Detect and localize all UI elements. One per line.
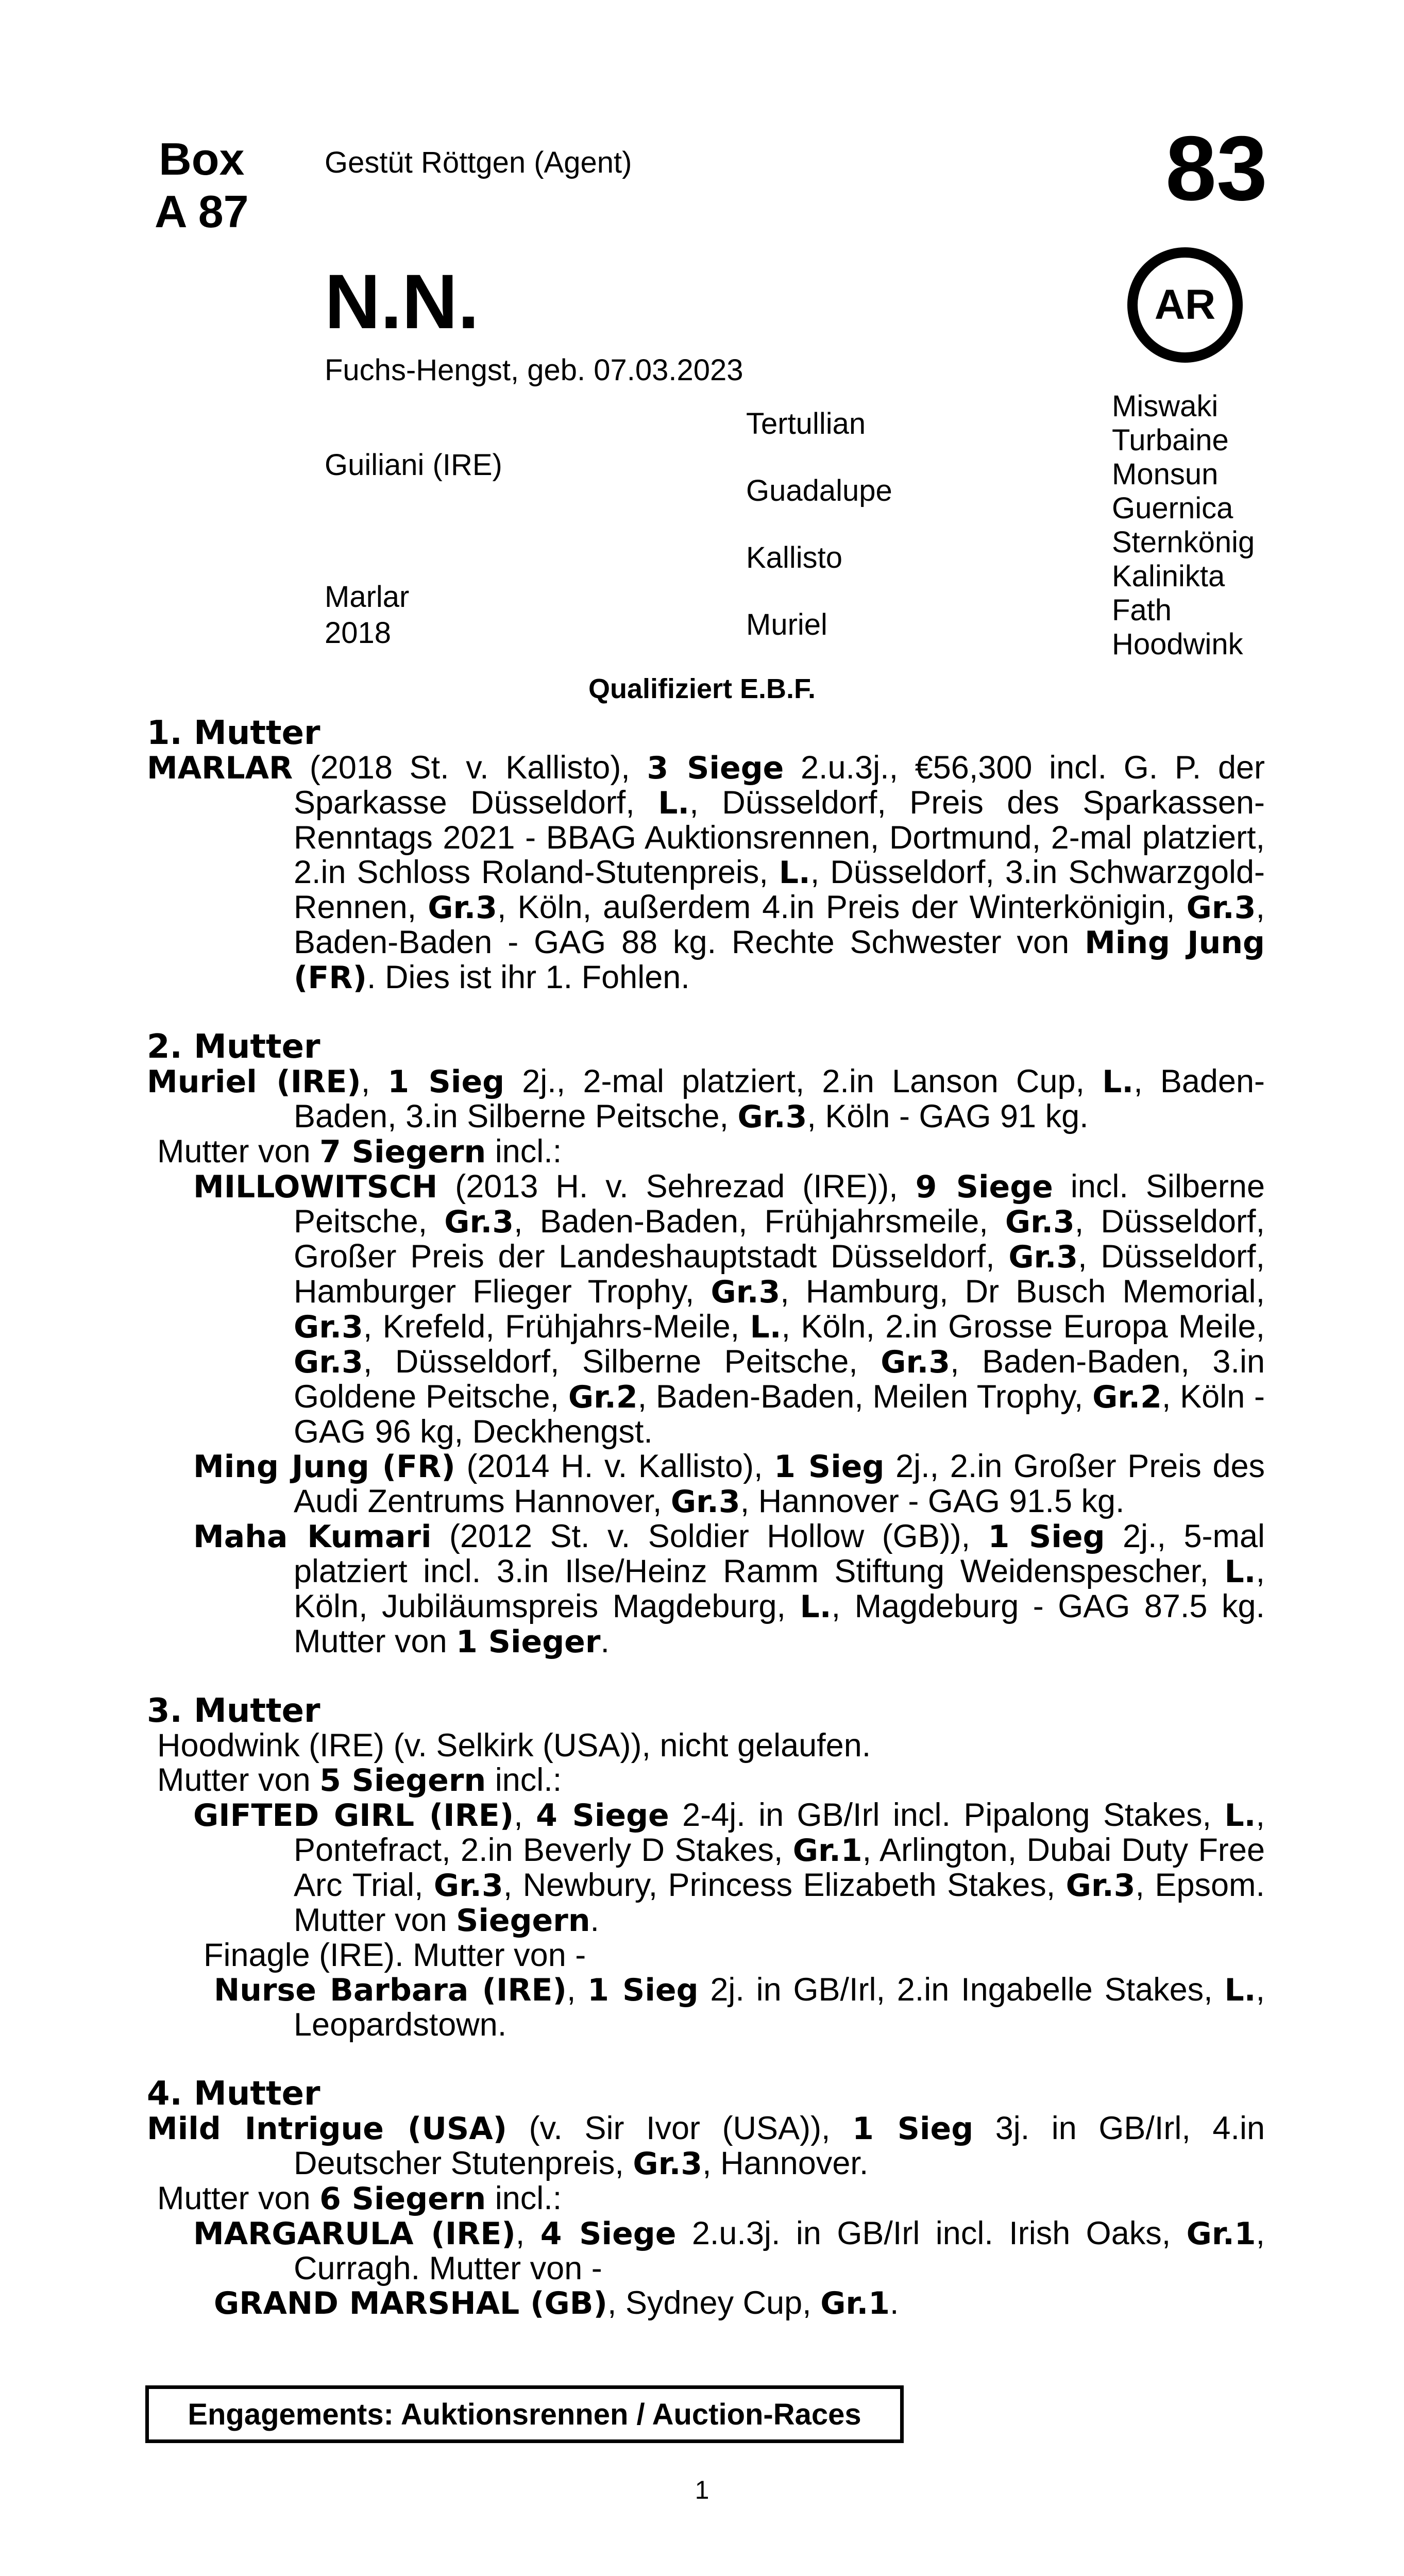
- entry-text: , Magdeburg - GAG 87.5 kg. Mutter von: [294, 1588, 1265, 1659]
- entry-text: incl.:: [486, 1133, 562, 1170]
- entry-text: (2012 St. v. Soldier Hollow (GB)),: [431, 1518, 988, 1554]
- entry-text: Mutter von: [157, 2180, 320, 2216]
- bold-text: Gr.3: [1005, 1204, 1075, 1240]
- bold-text: Gr.1: [1186, 2216, 1256, 2252]
- entry-text: incl.:: [486, 2180, 562, 2216]
- pedigree-grandparent: Tertullian: [746, 407, 866, 440]
- bold-text: Gr.3: [670, 1484, 740, 1520]
- entry-text: 2.u.3j. in GB/Irl incl. Irish Oaks,: [676, 2215, 1187, 2251]
- bold-text: 1 Sieg: [988, 1519, 1105, 1555]
- section-gap: [147, 1659, 1265, 1694]
- bold-text: 4 Siege: [540, 2216, 676, 2252]
- section-gap: [147, 2042, 1265, 2077]
- dam-entry: [147, 2286, 1265, 2321]
- pedigree-great-grandparent: Miswaki: [1112, 389, 1219, 423]
- entry-text: , Düsseldorf, Silberne Peitsche,: [363, 1344, 881, 1380]
- bold-text: L.: [1224, 1798, 1256, 1834]
- entry-text: (v. Sir Ivor (USA)),: [507, 2110, 853, 2146]
- entry-text: ,: [566, 1972, 588, 2008]
- bold-text: Gr.3: [1186, 890, 1256, 926]
- horse-description: Fuchs-Hengst, geb. 07.03.2023: [325, 353, 743, 387]
- entry-text: 2.u.3j., €56,300 incl. G. P. der Sparkasse Düsseldorf,: [294, 750, 1265, 821]
- entry-text: , Newbury, Princess Elizabeth Stakes,: [503, 1867, 1066, 1903]
- entry-text: , Epsom. Mutter von: [294, 1867, 1265, 1938]
- consignor: Gestüt Röttgen (Agent): [325, 146, 632, 179]
- entry-text: , Baden-Baden - GAG 88 kg. Rechte Schwester von: [294, 889, 1265, 960]
- bold-text: Gr.2: [568, 1379, 638, 1415]
- dam-entry: [147, 1064, 1265, 1134]
- pedigree-grandparent: Kallisto: [746, 541, 842, 574]
- entry-text: , Baden-Baden, 3.in Silberne Peitsche,: [294, 1063, 1265, 1134]
- entry-text: , Köln - GAG 96 kg, Deckhengst.: [294, 1379, 1265, 1450]
- bold-text: Gr.3: [633, 2146, 703, 2182]
- bold-text: Ming Jung (FR): [193, 1449, 455, 1485]
- bold-text: Gr.3: [433, 1868, 503, 1904]
- entry-text: 3j. in GB/Irl, 4.in Deutscher Stutenpreis,: [294, 2110, 1265, 2181]
- ar-badge-label: AR: [1154, 281, 1216, 328]
- pedigree-sire: Guiliani (IRE): [325, 448, 502, 482]
- pedigree-great-grandparent: Monsun: [1112, 457, 1219, 491]
- bold-text: Gr.2: [1092, 1379, 1162, 1415]
- entry-text: , Arlington, Dubai Duty Free Arc Trial,: [294, 1832, 1265, 1903]
- entry-text: .: [590, 1902, 600, 1938]
- entry-text: 2j., 2-mal platziert, 2.in Lanson Cup,: [504, 1063, 1103, 1099]
- bold-text: MILLOWITSCH: [193, 1169, 438, 1205]
- dam-entry: [147, 1728, 1265, 1763]
- pedigree-grandparent: Guadalupe: [746, 474, 892, 507]
- dam-entry: [147, 1449, 1265, 1519]
- page-number: 1: [695, 2476, 709, 2504]
- entry-text: 2j., 2.in Großer Preis des Audi Zentrums Hannover,: [294, 1448, 1265, 1519]
- engagements-label: Engagements: Auktionsrennen / Auction-Races: [188, 2397, 861, 2431]
- ar-badge: [1127, 247, 1243, 363]
- bold-text: Mild Intrigue (USA): [147, 2111, 508, 2147]
- bold-text: MARLAR: [147, 750, 293, 786]
- dam-entry: [147, 1798, 1265, 1938]
- entry-text: (2018 St. v. Kallisto),: [293, 750, 647, 786]
- entry-text: , Hannover - GAG 91.5 kg.: [740, 1483, 1125, 1519]
- entry-text: (2013 H. v. Sehrezad (IRE)),: [437, 1168, 916, 1205]
- bold-text: 1 Sieg: [852, 2111, 974, 2147]
- bold-text: L.: [750, 1309, 782, 1345]
- entry-text: ,: [361, 1063, 388, 1099]
- bold-text: L.: [800, 1589, 832, 1625]
- bold-text: Gr.3: [737, 1099, 807, 1135]
- section-heading: 2. Mutter: [147, 1028, 320, 1066]
- entry-text: , Köln, außerdem 4.in Preis der Winterkönigin,: [497, 889, 1187, 925]
- horse-name: N.N.: [325, 258, 479, 345]
- dam-entry: [147, 1134, 1265, 1170]
- entry-text: , Sydney Cup,: [607, 2285, 821, 2321]
- bold-text: GRAND MARSHAL (GB): [214, 2285, 607, 2321]
- bold-text: L.: [1224, 1972, 1256, 2008]
- bold-text: 1 Sieg: [587, 1972, 699, 2008]
- entry-text: Hoodwink (IRE) (v. Selkirk (USA)), nicht gelaufen.: [157, 1727, 871, 1764]
- bold-text: Siegern: [456, 1903, 590, 1939]
- bold-text: Gr.3: [881, 1344, 951, 1380]
- pedigree-great-grandparents: [1112, 389, 1255, 662]
- bold-text: Nurse Barbara (IRE): [214, 1972, 567, 2008]
- entry-text: , Baden-Baden, Frühjahrsmeile,: [514, 1204, 1005, 1240]
- entry-text: 2-4j. in GB/Irl incl. Pipalong Stakes,: [669, 1797, 1225, 1833]
- bold-text: Gr.3: [294, 1309, 363, 1345]
- bold-text: Gr.3: [444, 1204, 514, 1240]
- pedigree-grandparent: Muriel: [746, 608, 827, 641]
- section-heading: 1. Mutter: [147, 714, 320, 752]
- pedigree-dam-year: 2018: [325, 616, 392, 650]
- engagements-box: [145, 2385, 904, 2443]
- bold-text: Gr.3: [1008, 1239, 1078, 1275]
- bold-text: Muriel (IRE): [147, 1064, 361, 1100]
- bold-text: 4 Siege: [536, 1798, 669, 1834]
- bold-text: GIFTED GIRL (IRE): [193, 1798, 514, 1834]
- entry-text: , Leopardstown.: [294, 1972, 1265, 2043]
- bold-text: 1 Sieg: [387, 1064, 505, 1100]
- bold-text: Maha Kumari: [193, 1519, 432, 1555]
- dam-entry: [147, 1170, 1265, 1449]
- entry-text: , Baden-Baden, 3.in Goldene Peitsche,: [294, 1344, 1265, 1415]
- entry-text: , Curragh. Mutter von -: [294, 2215, 1265, 2286]
- bold-text: 5 Siegern: [319, 1762, 486, 1799]
- entry-text: , Düsseldorf, Hamburger Flieger Trophy,: [294, 1239, 1265, 1310]
- entry-text: ,: [515, 2215, 540, 2251]
- entry-text: .: [890, 2285, 899, 2321]
- entry-text: Mutter von: [157, 1762, 320, 1798]
- pedigree-great-grandparent: Hoodwink: [1112, 628, 1243, 661]
- entry-text: . Dies ist ihr 1. Fohlen.: [367, 959, 690, 995]
- entry-text: , Köln, 2.in Grosse Europa Meile,: [781, 1309, 1265, 1345]
- entry-text: , Köln - GAG 91 kg.: [807, 1098, 1089, 1134]
- bold-text: 9 Siege: [915, 1169, 1053, 1205]
- dam-entry: [147, 1973, 1265, 2042]
- bold-text: L.: [1102, 1064, 1134, 1100]
- bold-text: Gr.3: [711, 1274, 781, 1310]
- entry-text: (2014 H. v. Kallisto),: [455, 1448, 774, 1484]
- pedigree-great-grandparent: Fath: [1112, 594, 1172, 627]
- bold-text: 6 Siegern: [319, 2181, 486, 2217]
- entry-text: , Düsseldorf, 3.in Schwarzgold-Rennen,: [294, 854, 1265, 925]
- entry-text: , Krefeld, Frühjahrs-Meile,: [363, 1309, 750, 1345]
- bold-text: L.: [658, 785, 690, 821]
- dam-entry: [147, 2111, 1265, 2181]
- dam-entry: [147, 1938, 1265, 1973]
- dam-entry: [147, 1763, 1265, 1798]
- box-number: A 87: [155, 186, 249, 237]
- entry-text: , Düsseldorf, Großer Preis der Landeshauptstadt Düsseldorf,: [294, 1204, 1265, 1275]
- entry-text: 2j., 5-mal platziert incl. 3.in Ilse/Heinz Ramm Stiftung Weidenspescher,: [294, 1518, 1265, 1589]
- bold-text: 7 Siegern: [319, 1134, 486, 1170]
- pedigree-great-grandparent: Sternkönig: [1112, 526, 1255, 559]
- bold-text: L.: [779, 855, 810, 891]
- entry-text: Mutter von: [157, 1133, 320, 1170]
- bold-text: Gr.1: [792, 1833, 862, 1869]
- bold-text: Ming Jung (FR): [294, 925, 1265, 996]
- entry-text: , Hannover.: [702, 2145, 869, 2181]
- bold-text: Gr.3: [1065, 1868, 1136, 1904]
- dam-entry: [147, 1519, 1265, 1659]
- section-heading: 4. Mutter: [147, 2075, 320, 2113]
- box-label-block: [155, 133, 249, 238]
- entry-text: incl.:: [486, 1762, 562, 1798]
- section-heading: 3. Mutter: [147, 1692, 320, 1730]
- entry-text: incl. Silberne Peitsche,: [294, 1168, 1265, 1240]
- entry-text: ,: [514, 1797, 536, 1833]
- entry-text: , Baden-Baden, Meilen Trophy,: [637, 1379, 1093, 1415]
- lot-number: 83: [1165, 117, 1267, 219]
- entry-text: , Hamburg, Dr Busch Memorial,: [780, 1274, 1265, 1310]
- bold-text: 1 Sieger: [456, 1624, 601, 1660]
- entry-text: 2j. in GB/Irl, 2.in Ingabelle Stakes,: [698, 1972, 1225, 2008]
- pedigree-great-grandparent: Guernica: [1112, 492, 1233, 525]
- qualification-note: Qualifiziert E.B.F.: [588, 673, 816, 704]
- bold-text: L.: [1224, 1554, 1256, 1590]
- bold-text: 3 Siege: [647, 750, 784, 786]
- bold-text: Gr.3: [294, 1344, 363, 1380]
- pedigree-dam: Marlar: [325, 580, 410, 614]
- entry-text: , Pontefract, 2.in Beverly D Stakes,: [294, 1797, 1265, 1868]
- dam-sections: [147, 716, 1265, 2321]
- section-gap: [147, 995, 1265, 1030]
- entry-text: , Köln, Jubiläumspreis Magdeburg,: [294, 1553, 1265, 1624]
- dam-entry: [147, 751, 1265, 995]
- pedigree-great-grandparent: Kalinikta: [1112, 560, 1225, 593]
- bold-text: 1 Sieg: [774, 1449, 885, 1485]
- dam-entry: [147, 2216, 1265, 2286]
- dam-entry: [147, 2181, 1265, 2216]
- entry-text: .: [600, 1623, 610, 1659]
- entry-text: , Düsseldorf, Preis des Sparkassen-Renntags 2021 - BBAG Auktionsrennen, Dortmund, 2-mal platziert, 2.in Schloss Roland-Stutenpreis,: [294, 785, 1265, 890]
- bold-text: Gr.3: [428, 890, 498, 926]
- pedigree-great-grandparent: Turbaine: [1112, 423, 1229, 457]
- entry-text: Finagle (IRE). Mutter von -: [204, 1937, 586, 1973]
- box-label: Box: [159, 133, 245, 184]
- bold-text: Gr.1: [820, 2285, 890, 2321]
- bold-text: MARGARULA (IRE): [193, 2216, 516, 2252]
